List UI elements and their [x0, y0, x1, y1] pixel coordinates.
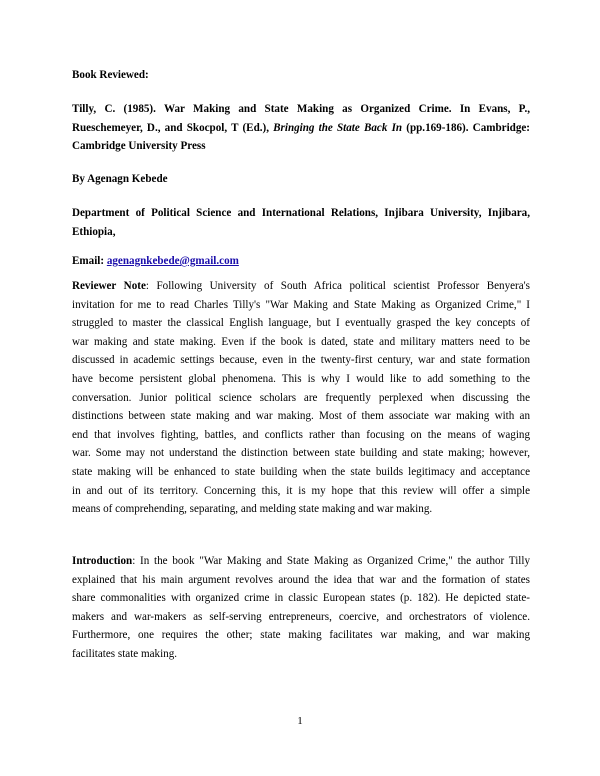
introduction-heading: Introduction: [72, 555, 133, 567]
email-link[interactable]: agenagnkebede@gmail.com: [106, 255, 239, 267]
book-reviewed-label: Book Reviewed:: [72, 69, 149, 81]
introduction-line: facilitates state making.: [72, 647, 178, 660]
reviewer-note-line: discussed in academic settings because, even in the twenty-first century, war and state formation: [72, 354, 530, 367]
introduction-line: explained that his main argument revolves around the idea that war and the formation of states: [72, 573, 530, 586]
affiliation: Department of Political Science and International Relations, Injibara University, Injibara, Ethiopia,: [72, 207, 530, 238]
reviewer-note-heading: Reviewer Note: [72, 280, 146, 292]
reviewer-note-line: end that involves fighting, battles, and conflicts rather than focusing on the means of waging: [72, 428, 530, 441]
reviewer-note-line: state making will be enhanced to state building when the state builds legitimacy and acceptance: [72, 465, 530, 478]
reviewer-note-line: distinctions between state making and war making. Most of them associate war making with an: [72, 410, 530, 423]
reviewer-note-line: means of comprehending, separating, and melding state making and war making.: [72, 503, 433, 516]
reviewer-note-line: in and out of its territory. Concerning this, it is my hope that this review will offer a simple: [72, 484, 530, 497]
reviewer-note-line: struggled to master the classical English language, but I eventually grasped the key concepts of: [72, 317, 530, 330]
byline: By Agenagn Kebede: [72, 173, 168, 185]
email-label: Email:: [72, 255, 105, 267]
reviewer-note-line: invitation for me to read Charles Tilly's "War Making and State Making as Organized Crime," I: [72, 298, 530, 311]
citation-text: Tilly, C. (1985). War Making and State Making as Organized Crime. In Evans, P., Rueschemeyer, D., and Skocpol, T (Ed.),: [72, 103, 530, 134]
introduction-line: share commonalities with organized crime in classic European states (p. 182). He depicted state-: [72, 592, 530, 605]
reviewer-note-line: war. Some may not understand the distinction between state building and state making; however,: [72, 447, 530, 460]
email-line: [72, 252, 530, 271]
introduction-line: makers and war-makers as self-serving entrepreneurs, coercive, and orchestrators of violence.: [72, 610, 530, 623]
introduction-line: : In the book "War Making and State Making as Organized Crime," the author Tilly: [132, 555, 530, 567]
page-number: 1: [297, 715, 303, 727]
reviewer-note-line: war making and state making. Even if the book is dated, state and military matters need to be: [72, 335, 530, 348]
reviewer-note-line: conversation. Junior political science scholars are frequently perplexed when discussing the: [72, 391, 530, 404]
introduction-line: Furthermore, one requires the other; state making facilitates war making, and war making: [72, 629, 530, 642]
citation-publisher: (pp.169-186). Cambridge: Cambridge University Press: [72, 121, 530, 153]
citation: [72, 100, 530, 156]
reviewer-note-line: : Following University of South Africa political scientist Professor Benyera's: [145, 280, 530, 292]
reviewer-note-paragraph: [72, 277, 530, 519]
citation-book-title: Bringing the State Back In: [273, 121, 403, 134]
reviewer-note-line: have become persistent global phenomena. This is why I would like to add something to the: [72, 372, 530, 385]
introduction-paragraph: [72, 552, 530, 664]
